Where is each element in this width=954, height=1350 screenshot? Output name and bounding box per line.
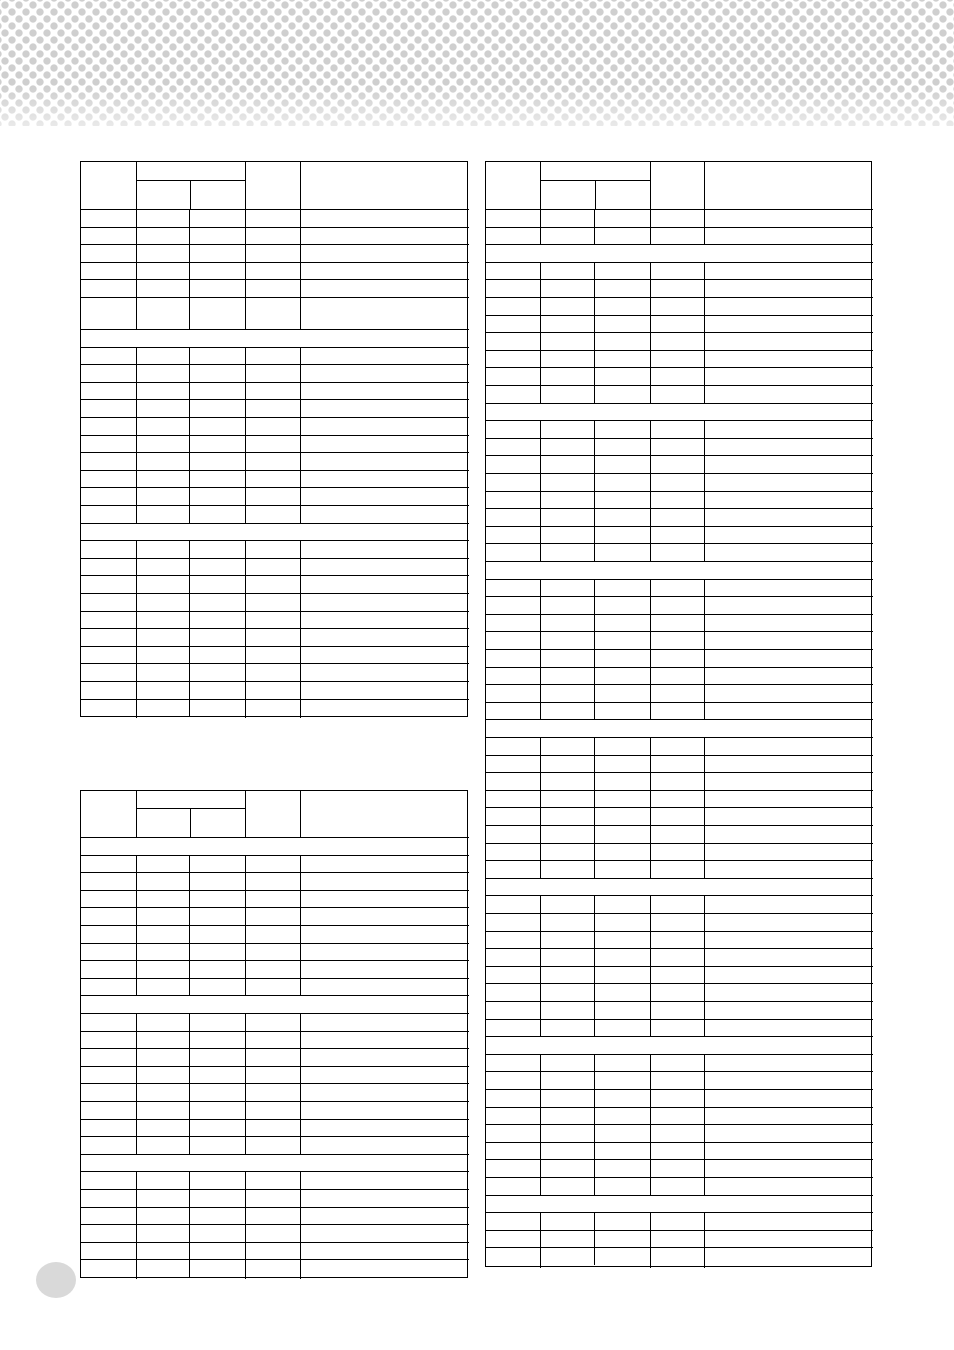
row-divider [486,1054,873,1055]
cell-divider [594,668,595,685]
header-subcolumn-divider [190,808,191,837]
cell-divider [189,891,190,908]
row-divider [486,526,873,527]
cell-divider [594,984,595,1001]
cell-divider [594,1231,595,1248]
cell-divider [189,664,190,681]
row-divider [81,611,469,612]
cell-divider [189,612,190,629]
section-row [82,1155,467,1172]
column-divider [704,162,705,1268]
row-divider [486,1071,873,1072]
section-row [487,245,871,262]
row-divider [486,631,873,632]
row-divider [486,1177,873,1178]
row-divider [81,540,469,541]
row-divider [486,508,873,509]
row-divider [81,1224,469,1225]
column-divider [540,162,541,1268]
cell-divider [189,245,190,262]
cell-divider [594,263,595,280]
row-divider [486,649,873,650]
row-divider [486,737,873,738]
cell-divider [594,967,595,984]
header-bottom-rule [81,209,469,210]
cell-divider [189,228,190,245]
row-divider [486,438,873,439]
cell-divider [189,944,190,961]
row-divider [486,702,873,703]
column-divider [245,162,246,718]
cell-divider [189,1084,190,1101]
cell-divider [189,210,190,227]
row-divider [81,399,469,400]
row-divider [81,279,469,280]
row-divider [486,772,873,773]
row-divider [81,681,469,682]
row-divider [81,1189,469,1190]
row-divider [81,364,469,365]
cell-divider [189,506,190,523]
cell-divider [594,351,595,368]
row-divider [486,1001,873,1002]
row-divider [81,1207,469,1208]
row-divider [486,755,873,756]
cell-divider [594,826,595,843]
row-divider [81,628,469,629]
cell-divider [594,1055,595,1072]
row-divider [486,367,873,368]
cell-divider [189,629,190,646]
cell-divider [594,474,595,491]
row-divider [486,1107,873,1108]
column-divider [300,162,301,718]
cell-divider [189,1243,190,1260]
row-divider [486,543,873,544]
cell-divider [189,926,190,943]
row-divider [81,558,469,559]
row-divider [486,596,873,597]
cell-divider [594,580,595,597]
cell-divider [594,932,595,949]
cell-divider [189,873,190,890]
section-row [487,720,871,737]
row-divider [81,699,469,700]
cell-divider [189,682,190,699]
cell-divider [594,280,595,297]
cell-divider [189,348,190,365]
cell-divider [189,541,190,558]
row-divider [81,1066,469,1067]
row-divider [486,1019,873,1020]
header-subcolumn-divider [190,180,191,209]
cell-divider [189,856,190,873]
cell-divider [594,298,595,315]
row-divider [486,807,873,808]
table-bottom-left [80,790,468,1278]
cell-divider [189,1260,190,1277]
row-divider [81,646,469,647]
row-divider [486,1089,873,1090]
row-divider [486,913,873,914]
row-divider [81,452,469,453]
row-divider [81,593,469,594]
cell-divider [189,1172,190,1189]
row-divider [81,907,469,908]
table-right [485,161,872,1267]
cell-divider [189,453,190,470]
row-divider [486,614,873,615]
table-top-left [80,161,468,717]
row-divider [81,417,469,418]
cell-divider [594,228,595,245]
column-divider [136,162,137,718]
cell-divider [594,492,595,509]
row-divider [486,1247,873,1248]
section-row [82,838,467,855]
row-divider [81,890,469,891]
row-divider [81,487,469,488]
row-divider [486,385,873,386]
section-row [82,996,467,1013]
header-bottom-rule [486,209,873,210]
cell-divider [594,439,595,456]
row-divider [81,575,469,576]
cell-divider [189,1120,190,1137]
cell-divider [594,1160,595,1177]
row-divider [81,925,469,926]
row-divider [81,297,469,298]
row-divider [486,1230,873,1231]
row-divider [486,297,873,298]
row-divider [486,420,873,421]
cell-divider [594,1090,595,1107]
cell-divider [189,559,190,576]
cell-divider [189,700,190,717]
cell-divider [594,597,595,614]
row-divider [81,1136,469,1137]
row-divider [81,1013,469,1014]
row-divider [486,350,873,351]
row-divider [81,1048,469,1049]
row-divider [486,315,873,316]
cell-divider [594,756,595,773]
cell-divider [594,615,595,632]
row-divider [486,948,873,949]
row-divider [81,470,469,471]
cell-divider [189,1137,190,1154]
row-divider [486,843,873,844]
row-divider [486,455,873,456]
row-divider [81,1171,469,1172]
cell-divider [594,1248,595,1265]
row-divider [81,262,469,263]
row-divider [486,473,873,474]
row-divider [486,227,873,228]
cell-divider [189,1049,190,1066]
cell-divider [594,1125,595,1142]
row-divider [486,983,873,984]
cell-divider [594,738,595,755]
section-row [82,330,467,347]
cell-divider [594,703,595,720]
cell-divider [594,773,595,790]
row-divider [81,244,469,245]
cell-divider [189,298,190,329]
row-divider [81,855,469,856]
row-divider [486,860,873,861]
cell-divider [594,456,595,473]
cell-divider [594,650,595,667]
row-divider [486,1124,873,1125]
cell-divider [189,400,190,417]
row-divider [81,943,469,944]
row-divider [81,347,469,348]
cell-divider [189,1067,190,1084]
cell-divider [594,1002,595,1019]
row-divider [486,262,873,263]
page-number-badge [36,1262,76,1298]
cell-divider [594,1143,595,1160]
cell-divider [594,1020,595,1037]
row-divider [81,872,469,873]
row-divider [486,279,873,280]
cell-divider [189,1102,190,1119]
cell-divider [594,386,595,403]
cell-divider [189,471,190,488]
cell-divider [189,365,190,382]
row-divider [81,1083,469,1084]
cell-divider [594,949,595,966]
row-divider [81,978,469,979]
cell-divider [594,896,595,913]
section-row [487,562,871,579]
cell-divider [594,421,595,438]
row-divider [486,667,873,668]
row-divider [81,227,469,228]
cell-divider [189,576,190,593]
section-row [487,404,871,421]
cell-divider [594,1178,595,1195]
row-divider [81,663,469,664]
row-divider [486,895,873,896]
cell-divider [189,961,190,978]
cell-divider [189,418,190,435]
cell-divider [189,1225,190,1242]
header-subcolumn-divider [595,180,596,209]
cell-divider [594,509,595,526]
cell-divider [189,647,190,664]
section-row [487,879,871,896]
section-row [487,1037,871,1054]
row-divider [486,1159,873,1160]
cell-divider [594,1108,595,1125]
row-divider [81,1119,469,1120]
cell-divider [594,861,595,878]
cell-divider [189,1208,190,1225]
cell-divider [189,263,190,280]
cell-divider [594,544,595,561]
section-row [82,524,467,541]
header-dot-pattern [0,0,954,126]
cell-divider [594,632,595,649]
row-divider [81,382,469,383]
cell-divider [594,1213,595,1230]
row-divider [486,966,873,967]
row-divider [486,1212,873,1213]
row-divider [486,332,873,333]
cell-divider [594,914,595,931]
cell-divider [189,383,190,400]
cell-divider [594,527,595,544]
cell-divider [594,210,595,227]
cell-divider [189,1190,190,1207]
cell-divider [594,333,595,350]
cell-divider [189,280,190,297]
row-divider [81,1101,469,1102]
cell-divider [189,908,190,925]
cell-divider [594,1072,595,1089]
cell-divider [594,791,595,808]
cell-divider [189,436,190,453]
row-divider [486,931,873,932]
row-divider [81,1242,469,1243]
cell-divider [189,979,190,996]
cell-divider [594,368,595,385]
row-divider [486,491,873,492]
cell-divider [189,488,190,505]
cell-divider [594,685,595,702]
row-divider [486,579,873,580]
row-divider [81,505,469,506]
row-divider [486,1142,873,1143]
cell-divider [189,1014,190,1031]
row-divider [486,684,873,685]
section-row [487,1196,871,1213]
row-divider [486,825,873,826]
cell-divider [594,316,595,333]
cell-divider [594,808,595,825]
column-divider [650,162,651,1268]
cell-divider [189,1032,190,1049]
cell-divider [189,594,190,611]
row-divider [81,435,469,436]
row-divider [81,1031,469,1032]
row-divider [81,1259,469,1260]
row-divider [81,960,469,961]
row-divider [486,790,873,791]
cell-divider [594,844,595,861]
